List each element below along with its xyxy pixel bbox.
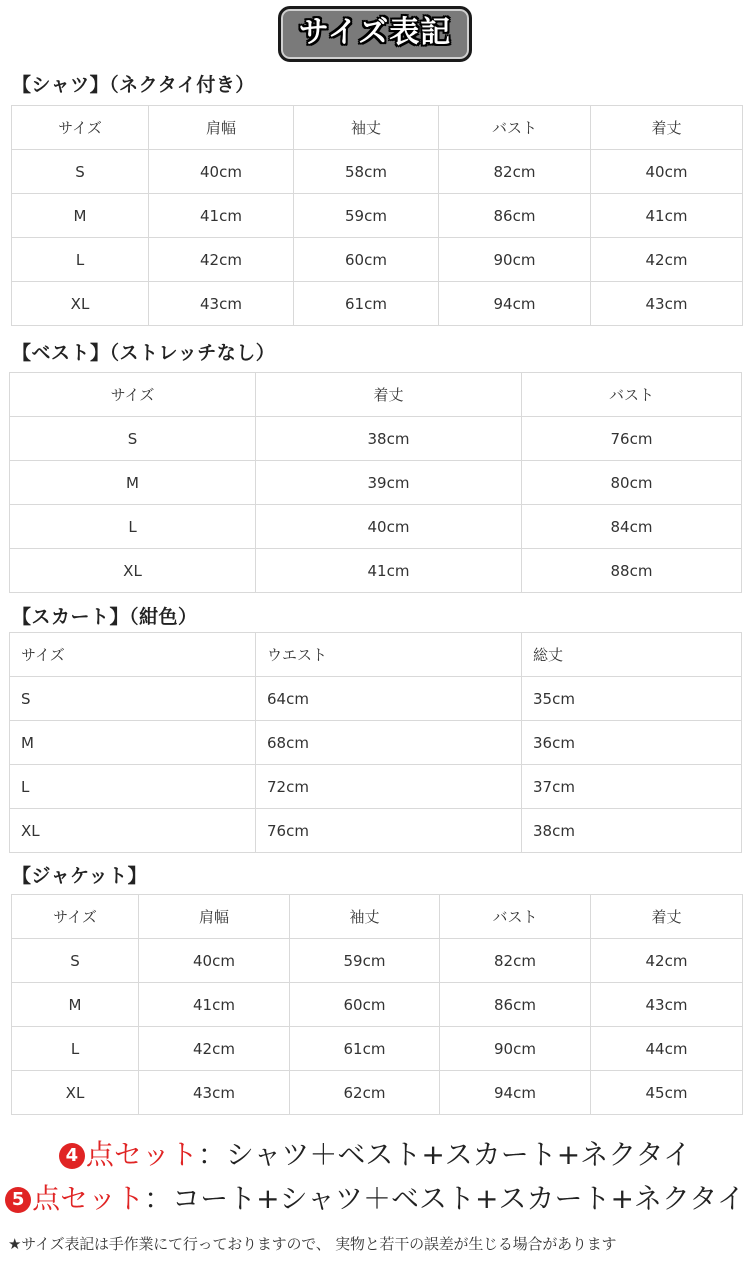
set-5-items: ：コート+シャツ＋ベスト+スカート+ネクタイ: [144, 1182, 745, 1215]
size-cell: XL: [12, 1071, 139, 1115]
measurement-cell: 86cm: [439, 194, 591, 238]
header-cell: ウエスト: [256, 633, 522, 677]
measurement-cell: 94cm: [440, 1071, 591, 1115]
header-cell: サイズ: [12, 106, 149, 150]
header-cell: バスト: [439, 106, 591, 150]
measurement-cell: 90cm: [440, 1027, 591, 1071]
size-cell: L: [12, 1027, 139, 1071]
page-title: サイズ表記: [278, 6, 472, 62]
header-row: [10, 633, 742, 677]
size-cell: S: [10, 417, 256, 461]
table-row: [12, 983, 743, 1027]
header-cell: サイズ: [10, 633, 256, 677]
vest-section-title: 【ベスト】（ストレッチなし）: [12, 342, 276, 364]
set-4-line: [0, 1133, 750, 1173]
header-cell: 着丈: [591, 895, 743, 939]
table-row: [10, 765, 742, 809]
size-cell: L: [12, 238, 149, 282]
measurement-cell: 60cm: [290, 983, 440, 1027]
measurement-cell: 44cm: [591, 1027, 743, 1071]
header-cell: 肩幅: [139, 895, 290, 939]
measurement-cell: 60cm: [294, 238, 439, 282]
measurement-cell: 36cm: [522, 721, 742, 765]
header-cell: 袖丈: [294, 106, 439, 150]
measurement-cell: 88cm: [522, 549, 742, 593]
size-cell: XL: [10, 549, 256, 593]
table-row: [10, 677, 742, 721]
table-row: [12, 1027, 743, 1071]
measurement-cell: 42cm: [591, 238, 743, 282]
size-cell: S: [12, 150, 149, 194]
table-row: [12, 194, 743, 238]
measurement-cell: 41cm: [256, 549, 522, 593]
header-cell: サイズ: [10, 373, 256, 417]
table-row: [12, 238, 743, 282]
measurement-cell: 41cm: [139, 983, 290, 1027]
header-row: [12, 895, 743, 939]
skirt-size-table: [9, 632, 742, 853]
size-cell: L: [10, 505, 256, 549]
header-cell: 肩幅: [149, 106, 294, 150]
header-cell: サイズ: [12, 895, 139, 939]
table-row: [12, 1071, 743, 1115]
measurement-cell: 82cm: [439, 150, 591, 194]
measurement-cell: 59cm: [290, 939, 440, 983]
measurement-cell: 40cm: [256, 505, 522, 549]
measurement-cell: 90cm: [439, 238, 591, 282]
size-cell: M: [12, 983, 139, 1027]
size-note: ★サイズ表記は手作業にて行っておりますので、 実物と若干の誤差が生じる場合があります: [8, 1235, 617, 1253]
measurement-cell: 40cm: [591, 150, 743, 194]
table-row: [10, 549, 742, 593]
measurement-cell: 43cm: [139, 1071, 290, 1115]
measurement-cell: 43cm: [591, 282, 743, 326]
table-row: [10, 505, 742, 549]
measurement-cell: 40cm: [149, 150, 294, 194]
size-cell: M: [12, 194, 149, 238]
header-cell: バスト: [440, 895, 591, 939]
measurement-cell: 39cm: [256, 461, 522, 505]
header-cell: 着丈: [591, 106, 743, 150]
shirt-size-table: [11, 105, 743, 326]
header-cell: 総丈: [522, 633, 742, 677]
size-cell: XL: [12, 282, 149, 326]
size-cell: XL: [10, 809, 256, 853]
measurement-cell: 59cm: [294, 194, 439, 238]
set-5-number-badge: 5: [5, 1187, 31, 1213]
table-row: [12, 939, 743, 983]
measurement-cell: 38cm: [522, 809, 742, 853]
size-cell: L: [10, 765, 256, 809]
set-4-number-badge: 4: [59, 1143, 85, 1169]
table-row: [10, 809, 742, 853]
jacket-size-table: [11, 894, 743, 1115]
measurement-cell: 45cm: [591, 1071, 743, 1115]
set-4-label: 点セット: [85, 1138, 198, 1171]
vest-size-table: [9, 372, 742, 593]
measurement-cell: 38cm: [256, 417, 522, 461]
measurement-cell: 42cm: [591, 939, 743, 983]
measurement-cell: 58cm: [294, 150, 439, 194]
measurement-cell: 61cm: [294, 282, 439, 326]
measurement-cell: 42cm: [139, 1027, 290, 1071]
measurement-cell: 41cm: [149, 194, 294, 238]
header-cell: 袖丈: [290, 895, 440, 939]
set-4-items: ：シャツ＋ベスト+スカート+ネクタイ: [197, 1138, 692, 1171]
measurement-cell: 80cm: [522, 461, 742, 505]
measurement-cell: 62cm: [290, 1071, 440, 1115]
size-cell: M: [10, 461, 256, 505]
jacket-section-title: 【ジャケット】: [12, 865, 148, 887]
table-row: [10, 417, 742, 461]
set-5-line: [0, 1177, 750, 1217]
measurement-cell: 41cm: [591, 194, 743, 238]
table-row: [12, 282, 743, 326]
measurement-cell: 35cm: [522, 677, 742, 721]
measurement-cell: 94cm: [439, 282, 591, 326]
measurement-cell: 72cm: [256, 765, 522, 809]
header-row: [10, 373, 742, 417]
measurement-cell: 82cm: [440, 939, 591, 983]
size-cell: S: [10, 677, 256, 721]
measurement-cell: 84cm: [522, 505, 742, 549]
shirt-section-title: 【シャツ】（ネクタイ付き）: [12, 74, 255, 96]
measurement-cell: 86cm: [440, 983, 591, 1027]
header-cell: バスト: [522, 373, 742, 417]
measurement-cell: 43cm: [591, 983, 743, 1027]
skirt-section-title: 【スカート】（紺色）: [12, 606, 198, 628]
measurement-cell: 61cm: [290, 1027, 440, 1071]
measurement-cell: 37cm: [522, 765, 742, 809]
table-row: [10, 461, 742, 505]
measurement-cell: 76cm: [522, 417, 742, 461]
size-cell: S: [12, 939, 139, 983]
table-row: [10, 721, 742, 765]
measurement-cell: 43cm: [149, 282, 294, 326]
size-cell: M: [10, 721, 256, 765]
title-wrap: [0, 6, 750, 62]
header-cell: 着丈: [256, 373, 522, 417]
measurement-cell: 40cm: [139, 939, 290, 983]
set-5-label: 点セット: [32, 1182, 145, 1215]
measurement-cell: 76cm: [256, 809, 522, 853]
measurement-cell: 42cm: [149, 238, 294, 282]
measurement-cell: 68cm: [256, 721, 522, 765]
measurement-cell: 64cm: [256, 677, 522, 721]
table-row: [12, 150, 743, 194]
header-row: [12, 106, 743, 150]
